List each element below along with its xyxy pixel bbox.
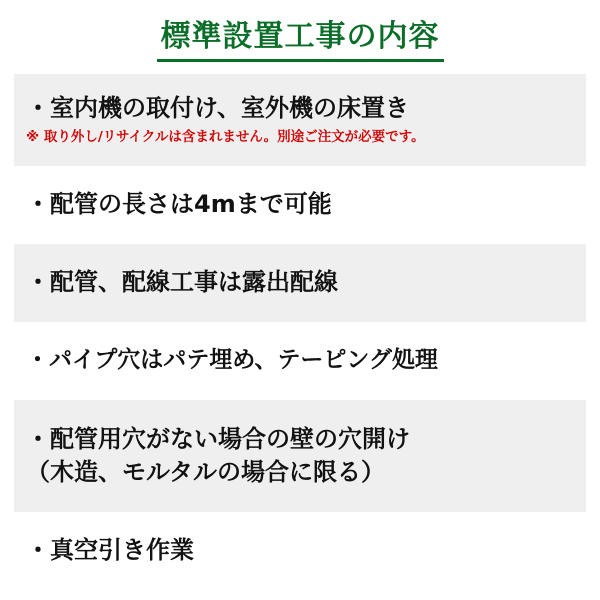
list-item-text [26, 266, 572, 298]
list-item-bullet: ・ [26, 94, 50, 123]
list-item-label: 真空引き作業 [50, 536, 194, 565]
list-item-label: 室内機の取付け、室外機の床置き [50, 94, 410, 123]
list-item-bullet: ・ [26, 268, 50, 297]
list-item-text [26, 188, 572, 220]
list-item [14, 74, 586, 166]
page-title: 標準設置工事の内容 [157, 18, 444, 62]
list-item [14, 512, 586, 590]
list-item-text [26, 423, 572, 455]
list-item-text [26, 92, 572, 124]
list-item-label: 配管用穴がない場合の壁の穴開け [50, 425, 410, 454]
list-item [14, 166, 586, 244]
list-item-bullet: ・ [26, 346, 49, 373]
list-item-bullet: ・ [26, 425, 50, 454]
page-title-wrap [14, 14, 586, 74]
item-list [14, 74, 586, 600]
list-item-second-line: （木造、モルタルの場合に限る） [26, 457, 386, 486]
list-item-bullet: ・ [26, 536, 50, 565]
list-item-label: パイプ穴はパテ埋め、テーピング処理 [49, 346, 438, 373]
list-item [14, 244, 586, 322]
list-item-text [26, 534, 572, 566]
list-item [14, 400, 586, 512]
list-item-bullet: ・ [26, 190, 50, 219]
list-item-label: 配管の長さは4mまで可能 [50, 190, 332, 219]
list-item-label: 配管、配線工事は露出配線 [50, 268, 338, 297]
list-item-text [26, 345, 572, 376]
list-item-note: ※ 取り外し/リサイクルは含まれません。別途ご注文が必要です。 [26, 129, 425, 146]
list-item [14, 322, 586, 400]
